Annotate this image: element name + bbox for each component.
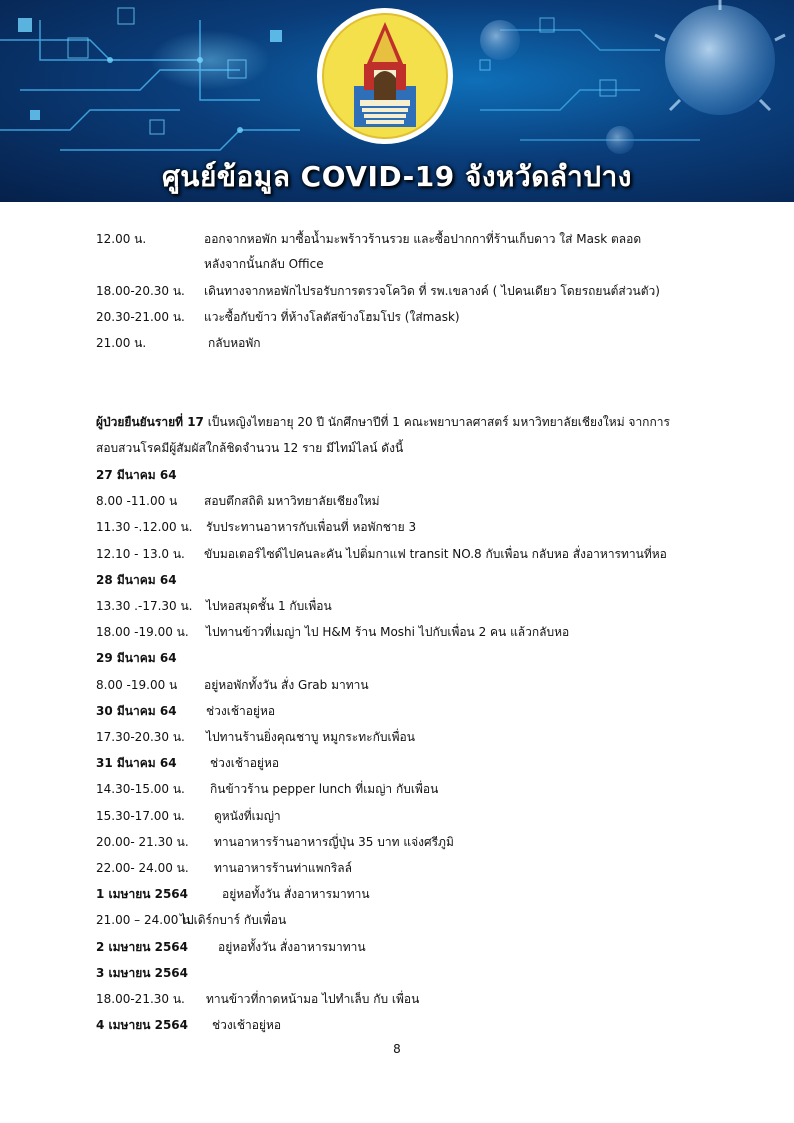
virus-illustration — [480, 0, 785, 154]
time-label: 18.00-21.30 น. — [96, 992, 185, 1006]
activity-text: เดินทางจากหอพักไปรอรับการตรวจโควิด ที่ รพ.เขลางค์ ( ไปคนเดียว โดยรถยนต์ส่วนตัว) — [204, 284, 660, 298]
time-label: 11.30 -.12.00 น. — [96, 520, 193, 534]
activity-text: อยู่หอทั้งวัน สั่งอาหารมาทาน — [222, 887, 370, 901]
time-label: 8.00 -11.00 น — [96, 494, 178, 508]
time-label: 17.30-20.30 น. — [96, 730, 185, 744]
activity-text: ช่วงเช้าอยู่หอ — [210, 756, 280, 770]
activity-text: อยู่หอทั้งวัน สั่งอาหารมาทาน — [218, 940, 366, 954]
time-label: 18.00-20.30 น. — [96, 284, 185, 298]
activity-text: ช่วงเช้าอยู่หอ — [206, 704, 276, 718]
activity-text: ช่วงเช้าอยู่หอ — [212, 1018, 282, 1032]
case-id: ผู้ป่วยยืนยันรายที่ 17 — [96, 415, 204, 429]
time-label: 13.30 .-17.30 น. — [96, 599, 193, 613]
date-label: 1 เมษายน 2564 — [96, 887, 188, 901]
activity-text: ไปเดิร์กบาร์ กับเพื่อน — [180, 913, 287, 927]
activity-text: ไปทานข้าวที่เมญ่า ไป H&M ร้าน Moshi ไปกับเพื่อน 2 คน แล้วกลับหอ — [206, 625, 570, 639]
time-label: 12.00 น. — [96, 232, 147, 246]
activity-text: กลับหอพัก — [208, 336, 261, 350]
lampang-seal-icon — [310, 4, 460, 154]
case-paragraph-line-2: สอบสวนโรคมีผู้สัมผัสใกล้ชิดจำนวน 12 ราย มีไทม์ไลน์ ดังนี้ — [96, 441, 404, 455]
date-label: 3 เมษายน 2564 — [96, 966, 188, 980]
time-label: 20.30-21.00 น. — [96, 310, 185, 324]
date-label: 31 มีนาคม 64 — [96, 756, 177, 770]
activity-text: แวะซื้อกับข้าว ที่ห้างโลตัสข้างโฮมโปร (ใส่mask) — [204, 310, 460, 324]
time-label: 15.30-17.00 น. — [96, 809, 185, 823]
activity-text: ทานอาหารร้านอาหารญี่ปุ่น 35 บาท แจ่งศรีภูมิ — [214, 835, 454, 849]
date-label: 2 เมษายน 2564 — [96, 940, 188, 954]
date-label: 30 มีนาคม 64 — [96, 704, 177, 718]
activity-text: ทานอาหารร้านท่าแพกริลล์ — [214, 861, 352, 875]
time-label: 20.00- 21.30 น. — [96, 835, 189, 849]
activity-text: ไปหอสมุดชั้น 1 กับเพื่อน — [206, 599, 332, 613]
time-label: 21.00 น. — [96, 336, 147, 350]
activity-text: กินข้าวร้าน pepper lunch ที่เมญ่า กับเพื่อน — [210, 782, 439, 796]
banner-title: ศูนย์ข้อมูล COVID-19 จังหวัดลำปาง — [162, 160, 632, 193]
time-label: 18.00 -19.00 น. — [96, 625, 189, 639]
activity-text: ขับมอเตอร์ไซด์ไปคนละคัน ไปติ่มกาแฟ transit NO.8 กับเพื่อน กลับหอ สั่งอาหารทานที่หอ — [204, 547, 667, 561]
activity-text: ออกจากหอพัก มาซื้อน้ำมะพร้าวร้านรวย และซื้อปากกาที่ร้านเก็บดาว ใส่ Mask ตลอด — [204, 232, 642, 246]
activity-text: ดูหนังที่เมญ่า — [214, 809, 281, 823]
time-label: 21.00 – 24.00 น. — [96, 913, 195, 927]
activity-text: สอบตึกสถิติ มหาวิทยาลัยเชียงใหม่ — [204, 494, 380, 508]
time-label: 22.00- 24.00 น. — [96, 861, 189, 875]
date-label: 27 มีนาคม 64 — [96, 468, 177, 482]
activity-text: ทานข้าวที่กาดหน้ามอ ไปทำเล็บ กับ เพื่อน — [206, 992, 420, 1006]
date-label: 29 มีนาคม 64 — [96, 651, 177, 665]
activity-text: รับประทานอาหารกับเพื่อนที่ หอพักชาย 3 — [206, 520, 417, 534]
page-number: 8 — [393, 1042, 401, 1056]
activity-text: ไปทานร้านยิ่งคุณชาบู หมูกระทะกับเพื่อน — [206, 730, 415, 744]
case-description: เป็นหญิงไทยอายุ 20 ปี นักศึกษาปีที่ 1 คณะพยาบาลศาสตร์ มหาวิทยาลัยเชียงใหม่ จากการ — [203, 415, 670, 429]
time-label: 8.00 -19.00 น — [96, 678, 178, 692]
date-label: 28 มีนาคม 64 — [96, 573, 177, 587]
case-paragraph-line-1 — [96, 414, 670, 430]
date-label: 4 เมษายน 2564 — [96, 1018, 188, 1032]
header-banner — [0, 0, 794, 202]
activity-text: หลังจากนั้นกลับ Office — [204, 257, 324, 271]
activity-text: อยู่หอพักทั้งวัน สั่ง Grab มาทาน — [204, 678, 369, 692]
time-label: 12.10 - 13.0 น. — [96, 547, 185, 561]
time-label: 14.30-15.00 น. — [96, 782, 185, 796]
